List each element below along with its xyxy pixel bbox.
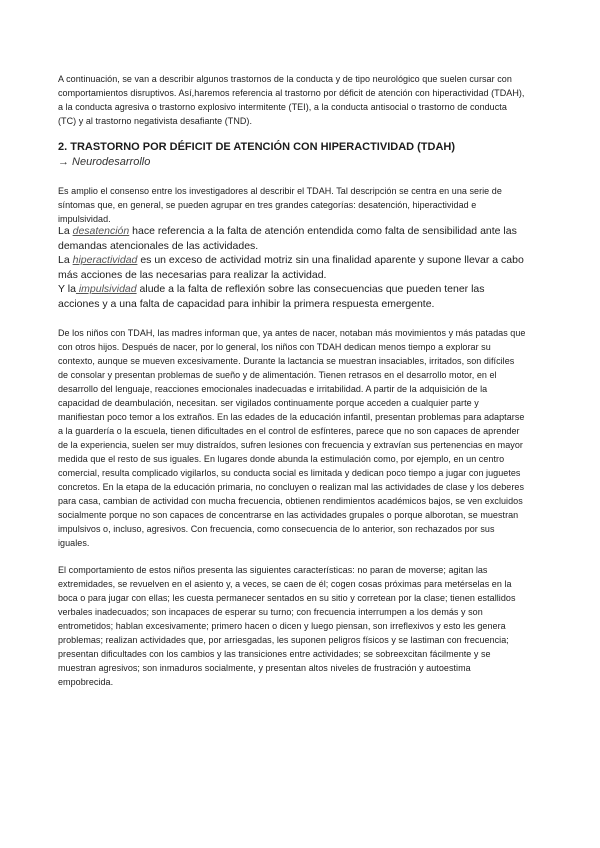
definition-prefix: La [58, 254, 73, 266]
term-impulsividad: impulsividad [75, 283, 137, 295]
behavior-paragraph: El comportamiento de estos niños presenta las siguientes características: no paran de moverse; agitan las extremidades, se revuelven en el asiento y, a veces, se caen de él; cogen cosas próximas para metérselas en la boca o para jugar con ellas; les cuesta permanecer sentados en su sitio y corretean por la clase; tienen estallidos verbales inadecuados; son incapaces de esperar su turno; con frecuencia interrumpen a los demás y son entrometidos; hablan excesivamente; primero hacen o dicen y luego piensan, son irreflexivos y esto les genera problemas; realizan actividades que, por arriesgadas, les suponen peligros físicos y se lastiman con frecuencia; presentan dificultades con los cambios y las transiciones entre actividades; se sobreexcitan fácilmente y se muestran agresivos; son inmaduros socialmente, y presentan altos niveles de frustración y autoestima empobrecida. [58, 565, 516, 687]
development-paragraph: De los niños con TDAH, las madres informan que, ya antes de nacer, notaban más movimientos y más patadas que con otros hijos. Después de nacer, por lo general, los niños con TDAH dedican menos tiempo a explorar su contexto, aunque se mueven excesivamente. Durante la lactancia se muestran insaciables, irritados, son difíciles de consolar y presentan problemas de sueño y de alimentación. Tienen retrasos en el desarrollo motor, en el desarrollo del lenguaje, reacciones emocionales inadecuadas e irritabilidad. A partir de la adquisición de la capacidad de deambulación, necesitan. ser vigilados continuamente porque acceden a cualquier parte y manifiestan poco temor a los extraños. En las edades de la educación infantil, presentan problemas para adaptarse a la guardería o la escuela, tienen dificultades en el control de esfínteres, parece que no son capaces de aprender de la experiencia, suelen ser muy distraídos, sufren lesiones con frecuencia y extravían sus pertenencias en mayor medida que el resto de sus iguales. En lugares donde abunda la estimulación como, por ejemplo, en un centro comercial, resulta complicado vigilarlos, su conducta social es limitada y dedican poco tiempo a jugar con juguetes concretos. En la etapa de la educación primaria, no concluyen o realizan mal las actividades de clase y los deberes para casa, cambian de actividad con mucha frecuencia, obtienen rendimientos académicos bajos, se ven excluidos socialmente porque no son capaces de concentrarse en las actividades grupales o porque alborotan, se muestran impulsivos o, incluso, agresivos. Con frecuencia, como consecuencia de lo anterior, son rechazados por sus iguales. [58, 328, 526, 548]
definition-prefix: Y la [58, 283, 76, 295]
definition-desatencion [58, 224, 528, 253]
consensus-paragraph: Es amplio el consenso entre los investigadores al describir el TDAH. Tal descripción se centra en una serie de síntomas que, en general, se pueden agrupar en tres grandes categorías: desatención, hiperactividad e impulsividad. [58, 186, 502, 224]
term-hiperactividad: hiperactividad [72, 254, 138, 266]
definition-hiperactividad [58, 253, 528, 282]
definition-impulsividad [58, 282, 528, 311]
term-desatencion: desatención [72, 225, 130, 237]
definition-text: hace referencia a la falta de atención entendida como falta de sensibilidad ante las demandas atencionales de las actividades. [58, 225, 517, 252]
section-subtitle: → Neurodesarrollo [58, 156, 151, 168]
definition-text: es un exceso de actividad motriz sin una finalidad aparente y supone llevar a cabo más acciones de las necesarias para realizar la actividad. [58, 254, 524, 281]
section-title: 2. TRASTORNO POR DÉFICIT DE ATENCIÓN CON HIPERACTIVIDAD (TDAH) [58, 141, 456, 153]
definition-prefix: La [58, 225, 73, 237]
definitions-block [58, 224, 528, 311]
intro-paragraph: A continuación, se van a describir algunos trastornos de la conducta y de tipo neurológico que suelen cursar con comportamientos disruptivos. Así,haremos referencia al trastorno por déficit de atención con hiperactividad (TDAH), a la conducta agresiva o trastorno explosivo intermitente (TEI), a la conducta antisocial o trastorno de conducta (TC) y al trastorno negativista desafiante (TND). [58, 74, 525, 126]
definition-text: alude a la falta de reflexión sobre las consecuencias que pueden tener las acciones y a una falta de capacidad para inhibir la primera respuesta emergente. [58, 283, 485, 310]
